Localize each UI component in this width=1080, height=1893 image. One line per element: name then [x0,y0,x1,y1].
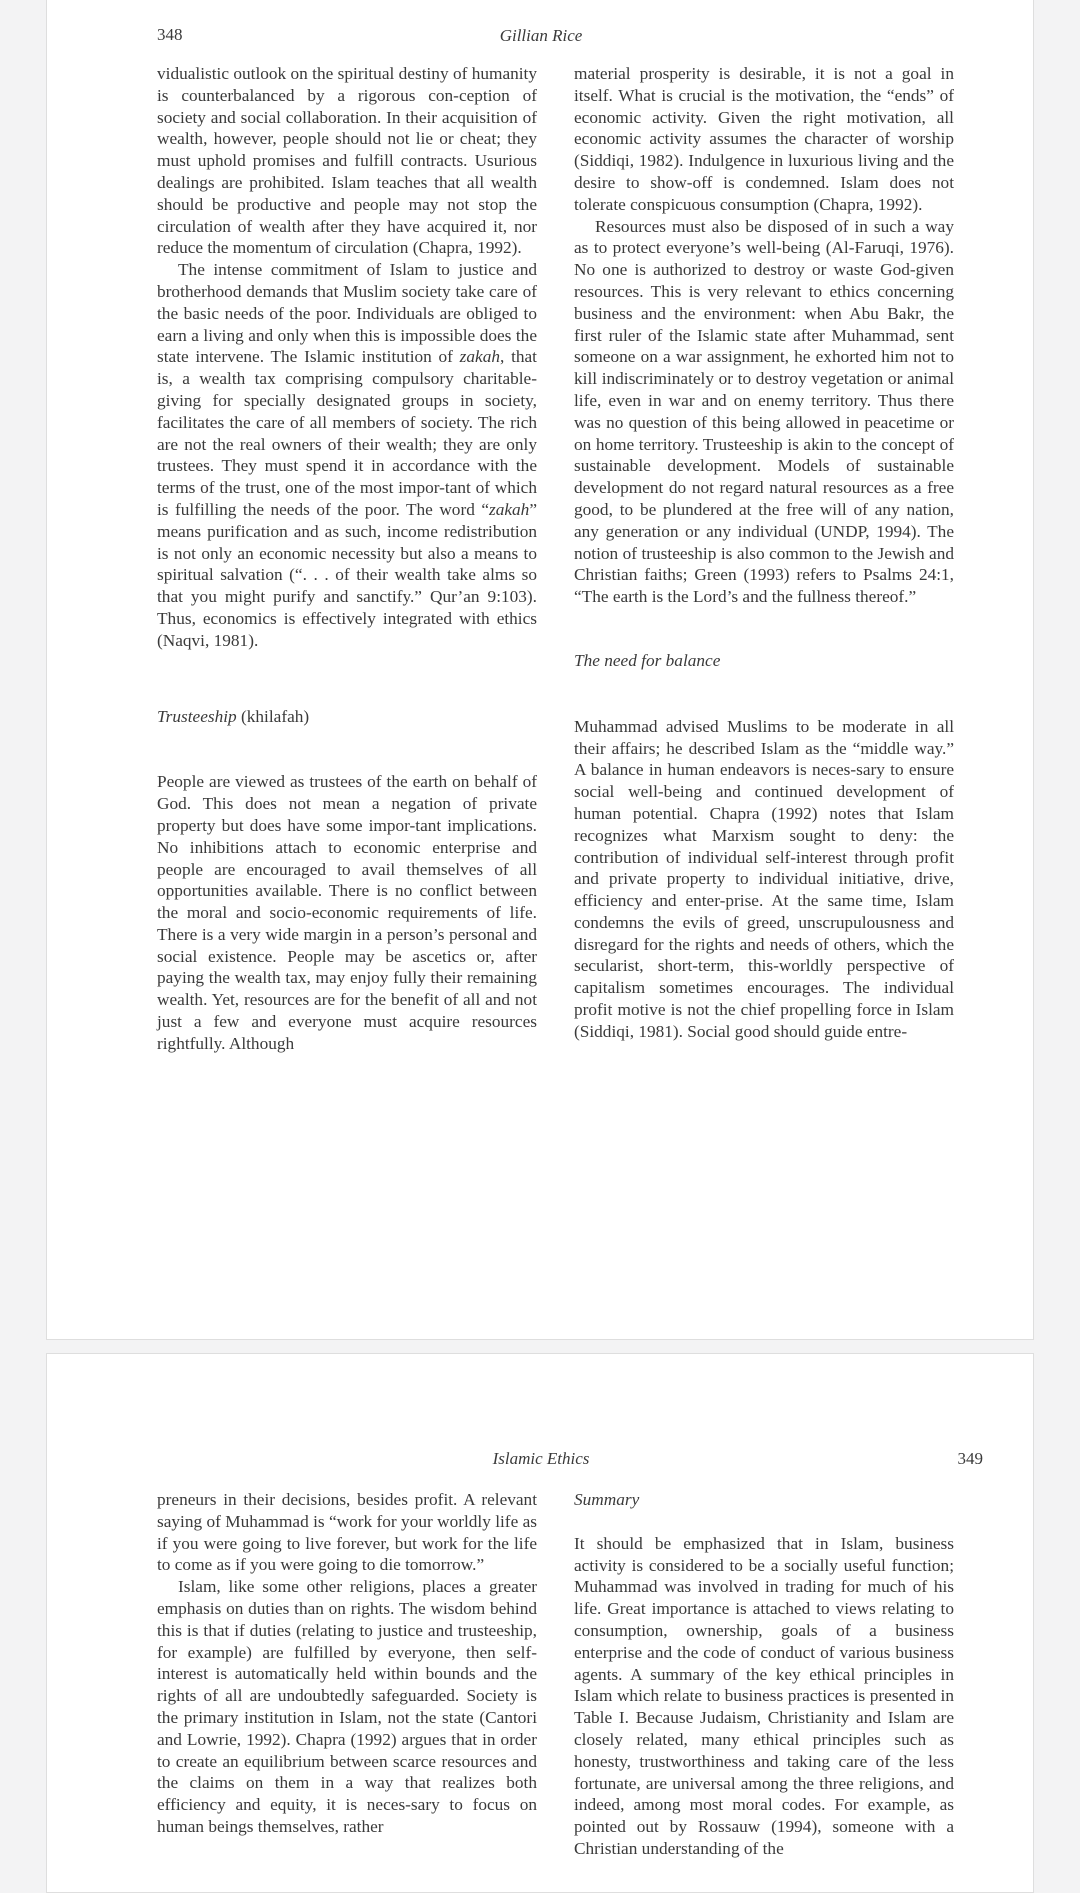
page-348 [46,0,1034,1340]
paragraph: People are viewed as trustees of the earth on behalf of God. This does not mean a negation of private property but does have some impor-tant implications. No inhibitions attach to economic enterprise and people are encouraged to avail themselves of all opportunities available. There is no conflict between the moral and socio-economic requirements of life. There is a very wide margin in a person’s personal and social existence. People may be ascetics or, after paying the wealth tax, may enjoy fully their remaining wealth. Yet, resources are for the benefit of all and not just a few and everyone must acquire resources rightfully. Although [157,772,537,1053]
section-heading-trusteeship: Trusteeship (khilafah) [157,706,310,726]
page-number: 349 [957,1449,983,1468]
section-heading-summary: Summary [574,1490,640,1509]
right-column [574,1489,954,1860]
paragraph: vidualistic outlook on the spiritual destiny of humanity is counterbalanced by a rigorous con-ception of society and social collaboration. In their acquisition of wealth, however, people should not lie or cheat; they must uphold promises and fulfill contracts. Usurious dealings are prohibited. Islam teaches that all wealth should be productive and people may not stop the circulation of wealth after they have acquired it, nor reduce the momentum of circulation (Chapra, 1992). [157,64,537,258]
paragraph-zakah: The intense commitment of Islam to justice and brotherhood demands that Muslim society take care of the basic needs of the poor. Individuals are obliged to earn a living and only when this is impossible does the state intervene. The Islamic institution of zakah, that is, a wealth tax comprising compulsory charitable-giving for specially designated groups in society, facilitates the care of all members of society. The rich are not the real owners of their wealth; they are only trustees. They must spend it in accordance with the terms of the trust, one of the most impor-tant of which is fulfilling the needs of the poor. The word “zakah” means purification and as such, income redistribution is not only an economic necessity but also a means to spiritual salvation (“. . . of their wealth take alms so that you might purify and sanctify.” Qur’an 9:103). Thus, economics is effectively integrated with ethics (Naqvi, 1981). [157,260,537,650]
term-zakah: zakah [459,347,500,367]
running-head: Gillian Rice [499,26,583,45]
paragraph: material prosperity is desirable, it is not a goal in itself. What is crucial is the motivation, the “ends” of economic activity. Given the right motivation, all economic activity assumes the character of worship (Siddiqi, 1982). Indulgence in luxurious living and the desire to show-off is condemned. Islam does not tolerate conspicuous consumption (Chapra, 1992). [574,64,954,214]
page-number: 348 [157,25,183,44]
right-column [574,63,954,1043]
paragraph: It should be emphasized that in Islam, business activity is considered to be a socially useful function; Muhammad was involved in trading for much of his life. Great importance is attached to views relating to consumption, ownership, goals of a business enterprise and the code of conduct of various business agents. A summary of the key ethical principles in Islam which relate to business practices is presented in Table I. Because Judaism, Christianity and Islam are closely related, many ethical principles such as honesty, trustworthiness and taking care of the less fortunate, are universal among the three religions, and indeed, among most moral codes. For example, as pointed out by Rossauw (1994), someone with a Christian understanding of the [574,1533,954,1858]
running-head: Islamic Ethics [492,1449,590,1468]
paragraph: Islam, like some other religions, places a greater emphasis on duties than on rights. The wisdom behind this is that if duties (relating to justice and trusteeship, for example) are fulfilled by everyone, then self-interest is automatically held within bounds and the rights of all are undoubtedly safeguarded. Society is the primary institution in Islam, not the state (Cantori and Lowrie, 1992). Chapra (1992) argues that in order to create an equilibrium between scarce resources and the claims on them in a way that realizes both efficiency and equity, it is neces-sary to focus on human beings themselves, rather [157,1577,537,1836]
term-zakah: zakah [489,499,530,519]
left-column [157,63,537,1055]
paragraph: Muhammad advised Muslims to be moderate in all their affairs; he described Islam as the “middle way.” A balance in human endeavors is neces-sary to ensure social well-being and continued development of human potential. Chapra (1992) notes that Islam recognizes what Marxism sought to deny: the contribution of individual self-interest through profit and private property to individual initiative, drive, efficiency and enter-prise. At the same time, Islam condemns the evils of greed, unscrupulousness and disregard for the rights and needs of others, which the secularist, short-term, this-worldly perspective of capitalism sometimes encourages. The individual profit motive is not the chief propelling force in Islam (Siddiqi, 1981). Social good should guide entre- [574,716,954,1041]
left-column [157,1489,537,1838]
paragraph: preneurs in their decisions, besides profit. A relevant saying of Muhammad is “work for your worldly life as if you were going to live forever, but work for the life to come as if you were going to die tomorrow.” [157,1490,537,1575]
page-349 [46,1353,1034,1893]
section-heading-balance: The need for balance [574,650,721,670]
paragraph: Resources must also be disposed of in such a way as to protect everyone’s well-being (Al-Faruqi, 1976). No one is authorized to destroy or waste God-given resources. This is very relevant to ethics concerning business and the environment: when Abu Bakr, the first ruler of the Islamic state after Muhammad, sent someone on a war assignment, he exhorted him not to kill indiscriminately or to destroy vegetation or animal life, even in war and on enemy territory. Thus there was no question of this being allowed in peacetime or on home territory. Trusteeship is akin to the concept of sustainable development. Models of sustainable development do not regard natural resources as a free good, to be plundered at the free will of any nation, any generation or any individual (UNDP, 1994). The notion of trusteeship is also common to the Jewish and Christian faiths; Green (1993) refers to Psalms 24:1, “The earth is the Lord’s and the fullness thereof.” [574,216,954,607]
